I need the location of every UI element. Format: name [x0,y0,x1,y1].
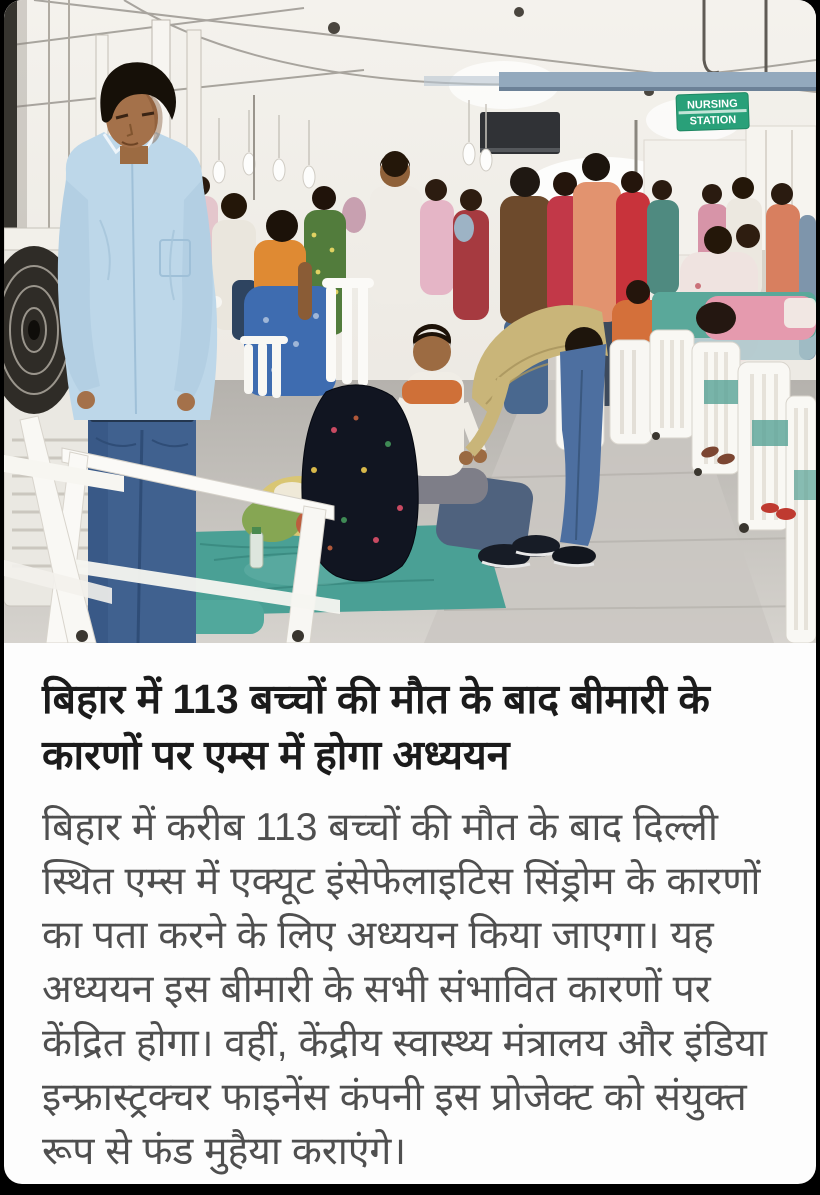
article-body: बिहार में करीब 113 बच्चों की मौत के बाद दिल्ली स्थित एम्स में एक्यूट इंसेफेलाइटिस सिंड्रोम के कारणों का पता करने के लिए अध्ययन किया जाएगा। यह अध्ययन इस बीमारी के सभी संभावित कारणों पर केंद्रित होगा। वहीं, केंद्रीय स्वास्थ्य मंत्रालय और इंडिया इन्फ्रास्ट्रक्चर फाइनेंस कंपनी इस प्रोजेक्ट को संयुक्त रूप से फंड मुहैया कराएंगे। [42,806,767,1173]
hospital-ward-illustration [4,0,816,643]
article-text-block [4,643,816,1179]
article-photo[interactable] [4,0,816,643]
sign-line-2: STATION [689,113,737,128]
wall-tv [480,112,560,154]
door-shadow [17,0,27,230]
sign-line-1: NURSING [686,97,738,112]
nursing-station-sign [676,92,749,130]
article-card [4,0,816,1184]
door-edge [4,0,17,255]
article-headline: बिहार में 113 बच्चों की मौत के बाद बीमारी के कारणों पर एम्स में होगा अध्ययन [42,676,710,778]
